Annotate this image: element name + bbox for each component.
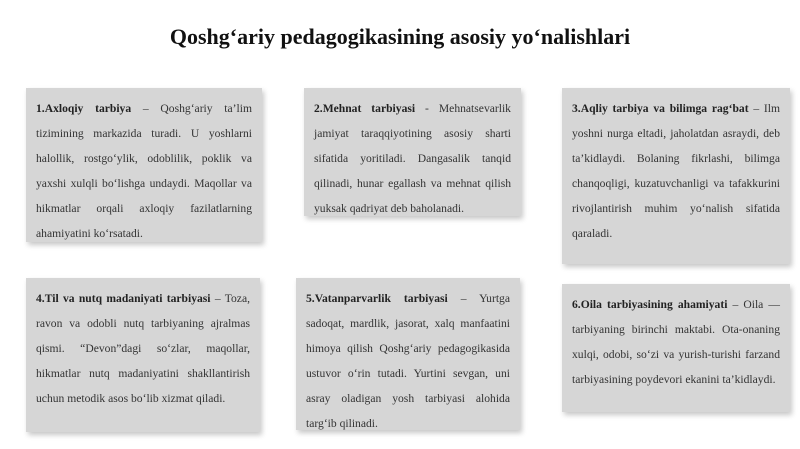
card-heading: 4.Til va nutq madaniyati tarbiyasi [36,292,211,305]
card-heading: 1.Axloqiy tarbiya [36,102,132,115]
card-axloqiy-tarbiya [26,88,262,242]
card-oila-tarbiyasi [562,284,790,412]
card-heading: 5.Vatanparvarlik tarbiyasi [306,292,448,305]
card-heading: 2.Mehnat tarbiyasi [314,102,416,115]
page-title: Qoshg‘ariy pedagogikasining asosiy yo‘nalishlari [169,24,631,49]
card-mehnat-tarbiyasi [304,88,521,216]
card-til-nutq-tarbiyasi [26,278,260,432]
card-text: – Oila — tarbiyaning birinchi maktabi. Ota-onaning xulqi, odobi, so‘zi va yurish-turishi farzand tarbiyasining poydevori ekanini ta’kidlaydi. [572,298,781,386]
card-text: – Ilm yoshni nurga eltadi, jaholatdan asraydi, deb ta’kidlaydi. Bolaning fikrlashi, bilimga chanqoqligi, kuzatuvchanligi va tafakkurini rivojlantirish muhim yo‘nalish sifatida qaraladi. [572,102,780,240]
card-text: - Mehnatsevarlik jamiyat taraqqiyotining asosiy sharti sifatida yoritiladi. Dangasalik tanqid qilinadi, hunar egallash va mehnat qilish yuksak qadriyat deb baholanadi. [314,102,511,215]
card-text: – Toza, ravon va odobli nutq tarbiyaning ajralmas qismi. “Devon”dagi so‘zlar, maqollar, hikmatlar nutq madaniyatini shakllantirish uchun metodik asos bo‘lib xizmat qiladi. [36,292,250,405]
card-heading: 3.Aqliy tarbiya va bilimga rag‘bat [572,102,749,115]
card-aqliy-tarbiya [562,88,790,264]
card-heading: 6.Oila tarbiyasining ahamiyati [572,298,728,311]
card-text: – Yurtga sadoqat, mardlik, jasorat, xalq manfaatini himoya qilish Qoshg‘ariy pedagogikasida ustuvor o‘rin tutadi. Yurtini sevgan, uni asray oladigan yosh tarbiyasi alohida targ‘ib qilinadi. [306,292,511,430]
card-vatanparvarlik-tarbiyasi [296,278,520,430]
card-text: – Qoshg‘ariy ta’lim tizimining markazida turadi. U yoshlarni halollik, rostgo‘ylik, odoblilik, poklik va yaxshi xulqli bo‘lishga undaydi. Maqollar va hikmatlar orqali axloqiy fazilatlarning ahamiyatini ko‘rsatadi. [36,102,252,240]
